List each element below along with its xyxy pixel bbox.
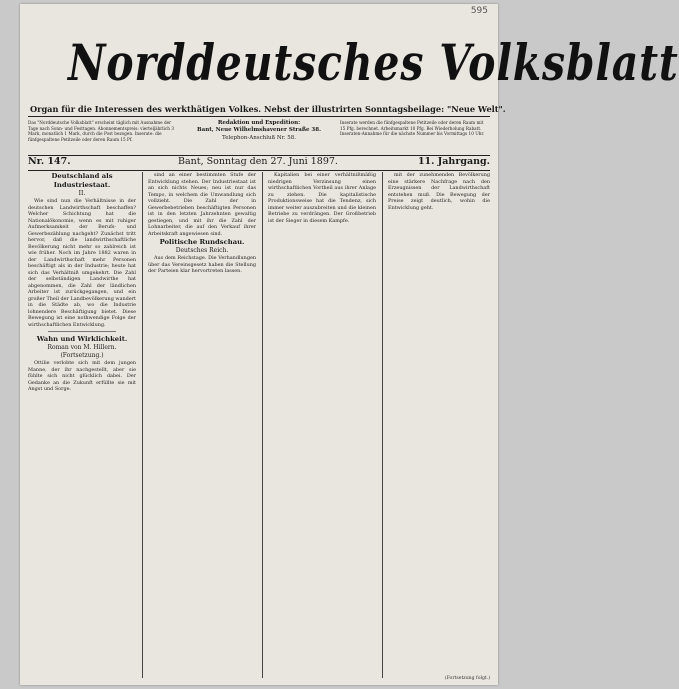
issue-number: Nr. 147.	[28, 156, 71, 167]
editorial-title: Redaktion und Expedition:	[217, 120, 301, 126]
article-heading: Deutschland als Industriestaat.	[51, 172, 113, 189]
story-heading: Wahn und Wirklichkeit.	[36, 335, 128, 343]
article-columns	[28, 172, 490, 678]
news-heading: Politische Rundschau.	[159, 238, 245, 246]
issue-bar	[28, 156, 490, 169]
masthead-title: Norddeutsches Volksblatt	[67, 33, 679, 92]
masthead-subtitle: Organ für die Interessen des werkthätigen Volkes. Nebst der illustrirten Sonntagsbeilage: "Neue Welt".	[30, 104, 506, 114]
column-divider	[262, 172, 263, 678]
advertising-info: Inserate werden die fünfgespaltene Petitzeile oder deren Raum mit 15 Pfg. berechnet. Arbeitsmarkt 10 Pfg. Bei Wiederholung Rabatt. Inseraten-Annahme für die nächste Nummer bis Vormittags 10 Uhr.	[340, 120, 485, 137]
divider-rule	[28, 170, 490, 171]
editorial-phone: Telephon-Anschluß Nr. 58.	[221, 134, 297, 141]
section-divider	[48, 331, 116, 332]
editorial-address: Bant, Neue Wilhelmshavener Straße 38.	[197, 127, 321, 134]
column-4	[388, 172, 490, 678]
article-text: mit der zunehmenden Bevölkerung eine stärkere Nachfrage nach den Erzeugnissen der Landwirthschaft entstehen muß. Die Bewegung der Preise zeigt deutlich, wohin die Entwicklung geht.	[388, 172, 490, 211]
column-divider	[382, 172, 383, 678]
story-subheading: Roman von M. Hillern. (Fortsetzung.)	[47, 344, 117, 359]
column-1	[28, 172, 136, 678]
column-divider	[142, 172, 143, 678]
newspaper-page	[20, 4, 679, 685]
editorial-info	[188, 120, 330, 154]
news-text: Aus dem Reichstage. Die Verhandlungen über das Vereinsgesetz haben die Stellung der Parteien klar hervortreten lassen.	[148, 255, 256, 274]
continuation-note: (Fortsetzung folgt.)	[444, 676, 490, 681]
column-2	[148, 172, 256, 678]
article-text: Kapitalien bei einer verhältnißmäßig niedrigen Verzinsung einen wirthschaftlichen Vortheil aus ihrer Anlage zu ziehen. Die kapitalistische Produktionsweise hat die Tendenz, sich immer weiter auszubreiten und die kleinen Betriebe zu verdrängen. Der Großbetrieb ist der Sieger in diesem Kampfe.	[268, 172, 376, 224]
page-number: 595	[470, 6, 488, 16]
issue-volume: 11. Jahrgang.	[417, 156, 490, 167]
column-3	[268, 172, 376, 678]
article-text: sind an einer bestimmten Stufe der Entwicklung stehen. Der Industriestaat ist an sich nichts Neues; neu ist nur das Tempo, in welchem die Umwandlung sich vollzieht. Die Zahl der in Gewerbebetrieben beschäftigten Personen ist in den letzten Jahrzehnten gewaltig gestiegen, und mit ihr die Zahl der Lohnarbeiter, die auf den Verkauf ihrer Arbeitskraft angewiesen sind.	[148, 172, 256, 237]
issue-date: Bant, Sonntag den 27. Juni 1897.	[178, 156, 338, 167]
info-bar	[28, 120, 490, 154]
article-subheading: II.	[78, 190, 86, 197]
story-text: Ottilie verlobte sich mit dem jungen Manne, der ihr nachgestellt, aber sie fühlte sich nicht glücklich dabei. Der Gedanke an die Zukunft erfüllte sie mit Angst und Sorge.	[28, 360, 136, 392]
subscription-info: Das "Norddeutsche Volksblatt" erscheint täglich mit Ausnahme der Tage nach Sonn- und Festtagen. Abonnementspreis: vierteljährlich 3 Mark, monatlich 1 Mark, durch die Post bezogen. Inserate: die fünfgespaltene Petitzeile oder deren Raum 15 Pf.	[28, 120, 174, 142]
article-text: Wie sind nun die Verhältnisse in der deutschen Landwirthschaft beschaffen? Welcher Schichtung hat die Nationalökonomie, wenn es mit ruhiger Aufmerksamkeit der Berufs- und Gewerbezählung nachgeht? Zunächst tritt hervor, daß die landwirthschaftliche Bevölkerung nicht mehr so zahlreich ist wie früher. Noch im Jahre 1882 waren in der Landwirthschaft mehr Personen beschäftigt als in der Industrie; heute hat sich das Verhältniß umgekehrt. Die Zahl der selbständigen Landwirthe hat abgenommen, die Zahl der ländlichen Arbeiter ist zurückgegangen, und ein großer Theil der Landbevölkerung wandert in die Städte ab, wo die Industrie lohnendere Beschäftigung bietet. Diese Bewegung ist eine nothwendige Folge der wirthschaftlichen Entwicklung.	[28, 198, 136, 328]
news-subheading: Deutsches Reich.	[175, 247, 229, 254]
divider-rule	[28, 116, 490, 117]
